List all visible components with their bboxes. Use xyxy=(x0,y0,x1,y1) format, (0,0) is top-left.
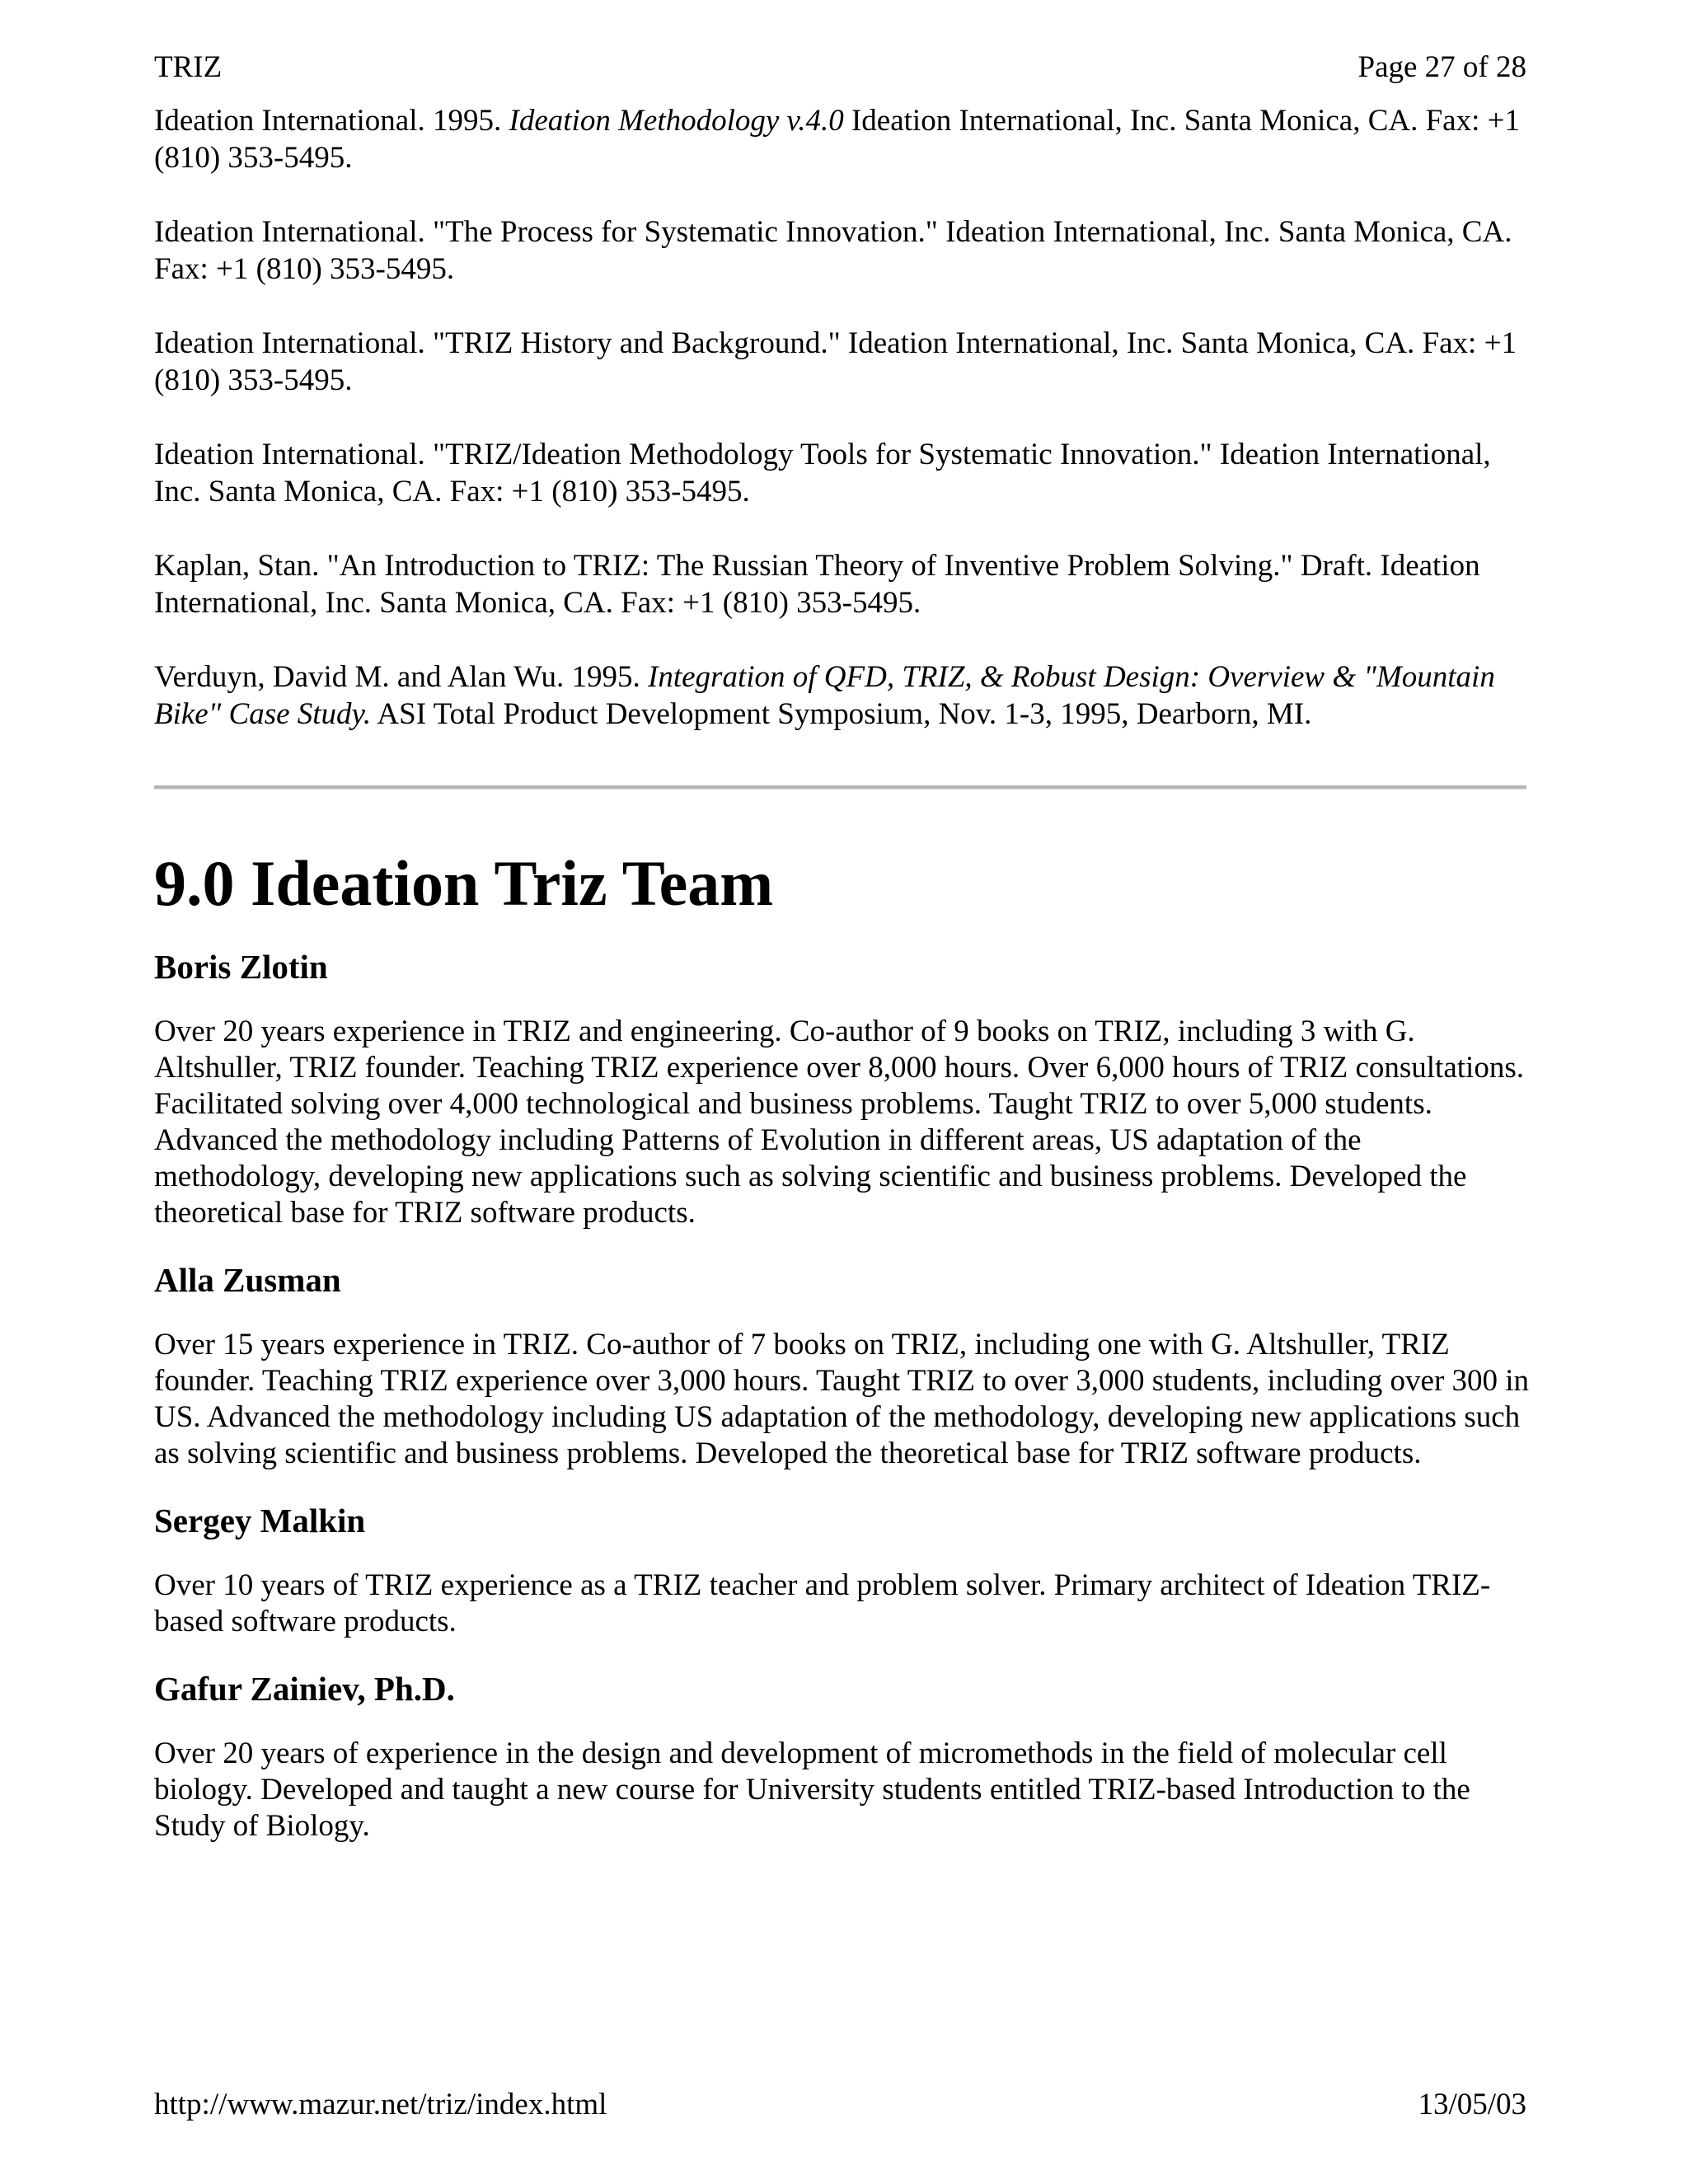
reference-text: ASI Total Product Development Symposium, Nov. 1-3, 1995, Dearborn, MI. xyxy=(371,697,1312,731)
reference-text: Ideation International. 1995. xyxy=(154,104,509,138)
team-member-bio: Over 15 years experience in TRIZ. Co-author of 7 books on TRIZ, including one with G. Altshuller, TRIZ founder. Teaching TRIZ experience over 3,000 hours. Taught TRIZ to over 3,000 students, including over 300 in US. Advanced the methodology including US adaptation of the methodology, developing new applications such as solving scientific and business problems. Developed the theoretical base for TRIZ software products. xyxy=(154,1328,1530,1470)
reference-text: Ideation International. "TRIZ History and Background." Ideation International, Inc. Santa Monica, CA. Fax: +1 (810) 353-5495. xyxy=(154,326,1517,397)
reference-item xyxy=(154,436,1531,510)
reference-text: Ideation International. "The Process for Systematic Innovation." Ideation International, Inc. Santa Monica, CA. Fax: +1 (810) 353-5495. xyxy=(154,215,1512,286)
reference-item xyxy=(154,658,1531,733)
reference-text: Ideation International. "TRIZ/Ideation Methodology Tools for Systematic Innovation." Ideation International, Inc. Santa Monica, CA. Fax: +1 (810) 353-5495. xyxy=(154,438,1491,509)
team-section xyxy=(154,844,1531,1872)
reference-text: Kaplan, Stan. "An Introduction to TRIZ: The Russian Theory of Inventive Problem Solving." Draft. Ideation International, Inc. Santa Monica, CA. Fax: +1 (810) 353-5495. xyxy=(154,549,1480,620)
team-member-bio: Over 20 years of experience in the design and development of micromethods in the field of molecular cell biology. Developed and taught a new course for University students entitled TRIZ-based Introduction to the Study of Biology. xyxy=(154,1736,1470,1843)
team-member-name: Sergey Malkin xyxy=(154,1502,366,1540)
reference-item xyxy=(154,325,1531,399)
reference-title-italic: Ideation Methodology v.4.0 xyxy=(509,104,844,138)
reference-item xyxy=(154,102,1531,176)
print-date: 13/05/03 xyxy=(1418,2088,1526,2121)
horizontal-divider xyxy=(154,785,1526,790)
team-member-bio: Over 10 years of TRIZ experience as a TRIZ teacher and problem solver. Primary architect of Ideation TRIZ-based software products. xyxy=(154,1568,1491,1638)
team-member-name: Alla Zusman xyxy=(154,1261,341,1299)
reference-item xyxy=(154,547,1531,621)
header-title: TRIZ xyxy=(154,50,223,84)
references-list xyxy=(154,102,1531,733)
team-member-bio: Over 20 years experience in TRIZ and engineering. Co-author of 9 books on TRIZ, including 3 with G. Altshuller, TRIZ founder. Teaching TRIZ experience over 8,000 hours. Over 6,000 hours of TRIZ consultations. Facilitated solving over 4,000 technological and business problems. Taught TRIZ to over 5,000 students. Advanced the methodology including Patterns of Evolution in different areas, US adaptation of the methodology, developing new applications such as solving scientific and business problems. Developed the theoretical base for TRIZ software products. xyxy=(154,1015,1524,1230)
reference-text: Ideation International, Inc. Santa Monica, CA. Fax: +1 (810) 353-5495. xyxy=(154,104,1521,175)
section-title: 9.0 Ideation Triz Team xyxy=(154,847,774,919)
reference-text: Verduyn, David M. and Alan Wu. 1995. xyxy=(154,660,649,694)
reference-title-italic: Integration of QFD, TRIZ, & Robust Design: Overview & "Mountain Bike" Case Study. xyxy=(154,660,1495,731)
source-url: http://www.mazur.net/triz/index.html xyxy=(154,2088,607,2121)
team-member-name: Gafur Zainiev, Ph.D. xyxy=(154,1670,455,1708)
reference-item xyxy=(154,213,1531,288)
team-member-name: Boris Zlotin xyxy=(154,948,328,986)
page-number: Page 27 of 28 xyxy=(1357,50,1526,84)
